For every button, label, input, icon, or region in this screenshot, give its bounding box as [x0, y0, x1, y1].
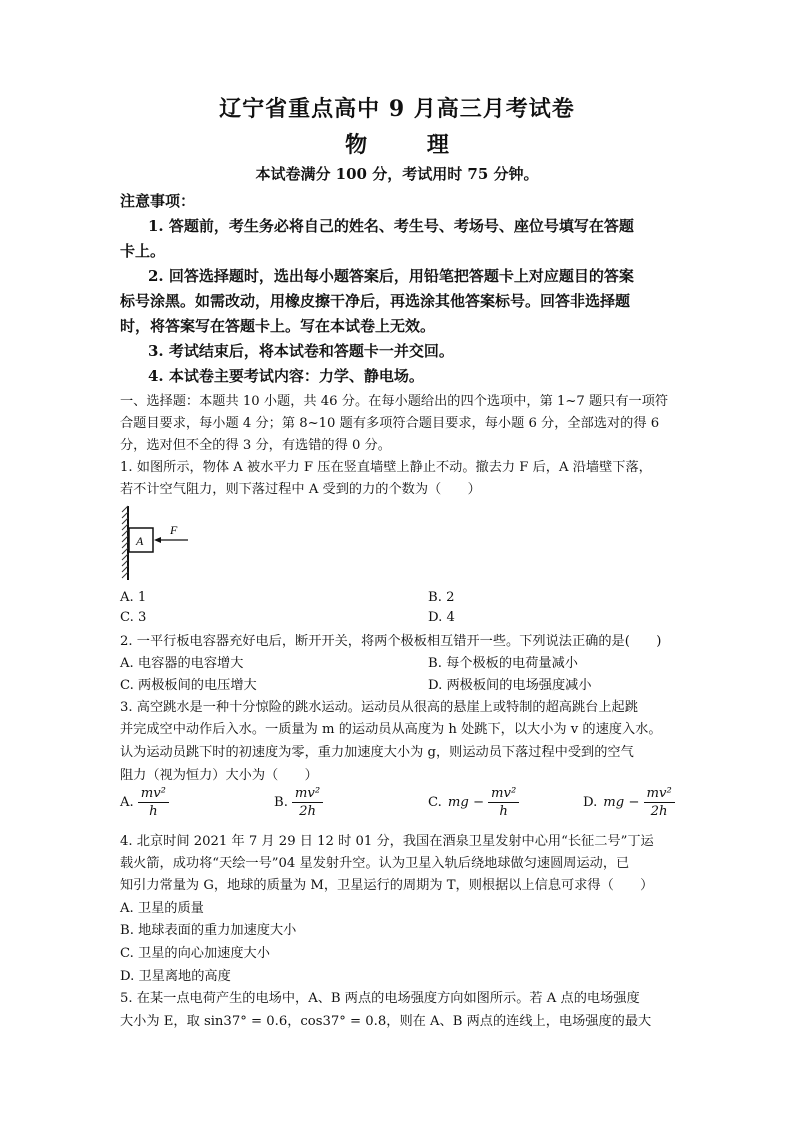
q3-option-d-mg: mg −: [603, 795, 640, 810]
note-4: 4. 本试卷主要考试内容：力学、静电场。: [148, 367, 424, 385]
q3-stem-line-4: 阻力（视为恒力）大小为（ ）: [120, 768, 318, 783]
q3-option-a: [120, 785, 173, 820]
block-a-label: A: [136, 534, 144, 548]
q3-stem-line-1: 3. 高空跳水是一种十分惊险的跳水运动。运动员从很高的悬崖上或特制的超高跳台上起跳: [120, 700, 638, 715]
q1-stem-line-2: 若不计空气阻力，则下落过程中 A 受到的力的个数为（ ）: [120, 482, 481, 497]
notes-heading: 注意事项：: [120, 192, 196, 210]
exam-title: 辽宁省重点高中 9 月高三月考试卷: [219, 96, 575, 122]
note-2-line-2: 标号涂黑。如需改动，用橡皮擦干净后，再选涂其他答案标号。回答非选择题: [120, 292, 631, 310]
q2-option-a: A. 电容器的电容增大: [120, 656, 244, 671]
q4-option-c: C. 卫星的向心加速度大小: [120, 946, 270, 961]
q4-stem-line-1: 4. 北京时间 2021 年 7 月 29 日 12 时 01 分，我国在酒泉卫星发射中心用“长征二号”丁运: [120, 834, 654, 849]
exam-info: 本试卷满分 100 分，考试用时 75 分钟。: [255, 165, 539, 183]
q3-option-c: [428, 785, 523, 820]
q3-option-c-mg: mg −: [447, 795, 485, 810]
q3-option-c-fraction: $\frac{\text{mv²}}{h}$: [488, 785, 519, 820]
section1-line-3: 分，选对但不全的得 3 分，有选错的得 0 分。: [120, 438, 391, 453]
q1-wall-block-figure: [120, 504, 200, 584]
q3-option-b-fraction: $\frac{\text{mv²}}{2h}$: [292, 785, 323, 820]
note-1-line-1: 1. 答题前，考生务必将自己的姓名、考生号、考场号、座位号填写在答题: [148, 217, 634, 235]
q4-stem-line-2: 载火箭，成功将“天绘一号”04 星发射升空。认为卫星入轨后绕地球做匀速圆周运动，已: [120, 856, 630, 871]
q2-stem: 2. 一平行板电容器充好电后，断开开关，将两个极板相互错开一些。下列说法正确的是( ): [120, 634, 662, 649]
q3-option-a-label: A.: [120, 795, 134, 810]
q1-option-c: C. 3: [120, 610, 147, 625]
q3-option-b: [274, 785, 327, 820]
q4-option-a: A. 卫星的质量: [120, 901, 204, 916]
note-2-line-3: 时，将答案写在答题卡上。写在本试卷上无效。: [120, 317, 436, 335]
q2-option-c: C. 两极板间的电压增大: [120, 678, 257, 693]
q2-option-d: D. 两极板间的电场强度减小: [428, 678, 592, 693]
note-2-line-1: 2. 回答选择题时，选出每小题答案后，用铅笔把答题卡上对应题目的答案: [148, 267, 634, 285]
q1-option-d: D. 4: [428, 610, 455, 625]
q4-option-d: D. 卫星离地的高度: [120, 969, 231, 984]
q3-option-d-fraction: $\frac{\text{mv²}}{2h}$: [644, 785, 675, 820]
note-3: 3. 考试结束后，将本试卷和答题卡一并交回。: [148, 342, 454, 360]
q5-stem-line-1: 5. 在某一点电荷产生的电场中，A、B 两点的电场强度方向如图所示。若 A 点的电场强度: [120, 991, 640, 1006]
q3-stem-line-2: 并完成空中动作后入水。一质量为 m 的运动员从高度为 h 处跳下，以大小为 v 的速度入水。: [120, 722, 662, 737]
subject-title: 物 理: [345, 132, 475, 158]
q1-option-a: A. 1: [120, 590, 147, 605]
q3-option-b-label: B.: [274, 795, 288, 810]
q2-option-b: B. 每个极板的电荷量减小: [428, 656, 578, 671]
section1-line-1: 一、选择题：本题共 10 小题，共 46 分。在每小题给出的四个选项中，第 1~7 题只有一项符: [120, 394, 669, 409]
q3-option-d: [583, 785, 679, 820]
force-arrowhead: [154, 537, 161, 543]
q1-stem-line-1: 1. 如图所示，物体 A 被水平力 F 压在竖直墙壁上静止不动。撤去力 F 后，A 沿墙壁下落，: [120, 460, 652, 475]
q3-option-d-label: D.: [583, 795, 598, 810]
q4-stem-line-3: 知引力常量为 G，地球的质量为 M，卫星运行的周期为 T，则根据以上信息可求得（ ）: [120, 878, 654, 893]
q5-stem-line-2: 大小为 E，取 sin37° = 0.6，cos37° = 0.8，则在 A、B 两点的连线上，电场强度的最大: [120, 1014, 652, 1029]
q3-option-c-label: C.: [428, 795, 442, 810]
q1-option-b: B. 2: [428, 590, 455, 605]
note-1-line-2: 卡上。: [120, 242, 166, 260]
q3-stem-line-3: 认为运动员跳下时的初速度为零，重力加速度大小为 g，则运动员下落过程中受到的空气: [120, 745, 634, 760]
force-label: F: [170, 523, 178, 537]
q4-option-b: B. 地球表面的重力加速度大小: [120, 923, 297, 938]
q3-option-a-fraction: $\frac{\text{mv²}}{h}$: [138, 785, 169, 820]
section1-line-2: 合题目要求，每小题 4 分；第 8~10 题有多项符合题目要求，每小题 6 分，全部选对的得 6: [120, 416, 660, 431]
